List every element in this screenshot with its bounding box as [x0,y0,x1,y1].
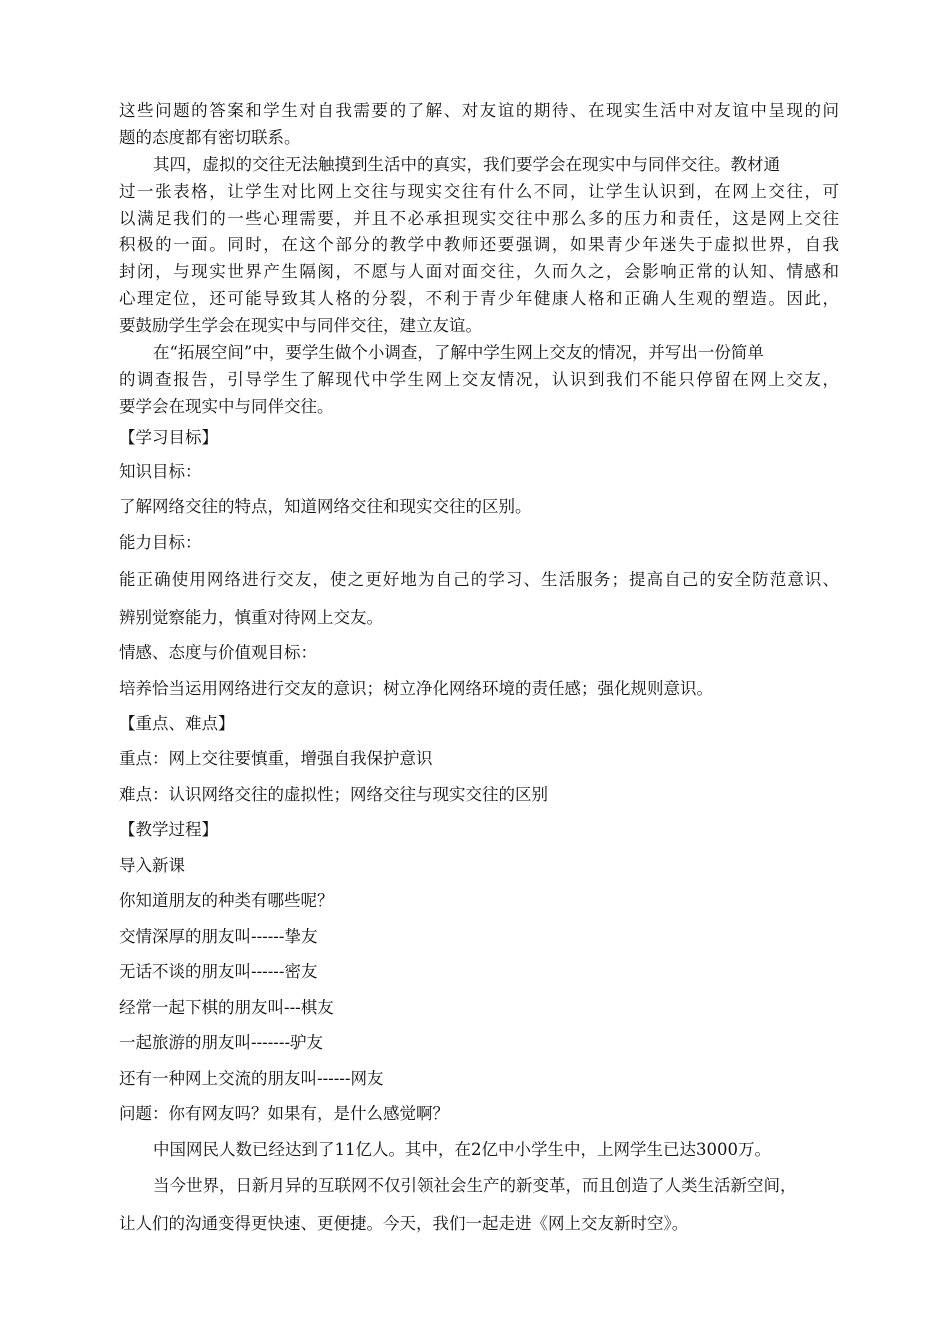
ability-goal-text: 辨别觉察能力，慎重对待网上交友。 [119,608,383,627]
closing-paragraph-line: 当今世界，日新月异的互联网不仅引领社会生产的新变革，而且创造了人类生活新空间， [153,1176,797,1195]
friend-type-item: 一起旅游的朋友叫-------驴友 [119,1033,324,1052]
emotion-goal-label: 情感、态度与价值观目标： [119,643,317,662]
closing-paragraph-line: 让人们的沟通变得更快速、更便捷。今天，我们一起走进《网上交友新时空》。 [119,1214,689,1233]
statistics-text: 中国网民人数已经达到了11亿人。其中，在2亿中小学生中，上网学生已达3000万。 [153,1140,771,1159]
difficult-point-text: 难点：认识网络交往的虚拟性；网络交往与现实交往的区别 [119,785,548,804]
paragraph-line: 封闭，与现实世界产生隔阂，不愿与人面对面交往，久而久之，会影响正常的认知、情感和 [119,262,839,281]
paragraph-line: 这些问题的答案和学生对自我需要的了解、对友谊的期待、在现实生活中对友谊中呈现的问 [119,101,839,120]
knowledge-goal-text: 了解网络交往的特点，知道网络交往和现实交往的区别。 [119,497,532,516]
discussion-question: 问题：你有网友吗？如果有，是什么感觉啊？ [119,1104,449,1123]
key-point-text: 重点：网上交往要慎重，增强自我保护意识 [119,749,433,768]
friend-type-item: 还有一种网上交流的朋友叫------网友 [119,1069,384,1088]
friend-type-item: 交情深厚的朋友叫------挚友 [119,927,318,946]
paragraph-line: 其四，虚拟的交往无法触摸到生活中的真实，我们要学会在现实中与同伴交往。教材通 [153,155,780,174]
paragraph-line: 心理定位，还可能导致其人格的分裂，不利于青少年健康人格和正确人生观的塑造。因此， [119,289,839,308]
emotion-goal-text: 培养恰当运用网络进行交友的意识；树立净化网络环境的责任感；强化规则意识。 [119,679,713,698]
knowledge-goal-label: 知识目标： [119,462,202,481]
ability-goal-text: 能正确使用网络进行交友，使之更好地为自己的学习、生活服务；提高自己的安全防范意识、 [119,570,839,589]
paragraph-line: 要学会在现实中与同伴交往。 [119,397,334,416]
section-heading-goals: 【学习目标】 [119,428,218,447]
friend-types-question: 你知道朋友的种类有哪些呢？ [119,891,334,910]
paragraph-line: 过一张表格，让学生对比网上交往与现实交往有什么不同，让学生认识到，在网上交往，可 [119,182,839,201]
ability-goal-label: 能力目标： [119,533,202,552]
paragraph-line: 题的态度都有密切联系。 [119,128,301,147]
paragraph-line: 积极的一面。同时，在这个部分的教学中教师还要强调，如果青少年迷失于虚拟世界，自我 [119,235,839,254]
paragraph-line: 要鼓励学生学会在现实中与同伴交往，建立友谊。 [119,316,482,335]
paragraph-line: 在“拓展空间”中，要学生做个小调查，了解中学生网上交友的情况，并写出一份简单 [153,343,764,362]
paragraph-line: 以满足我们的一些心理需要，并且不必承担现实交往中那么多的压力和责任，这是网上交往 [119,209,839,228]
section-heading-keypoints: 【重点、难点】 [119,714,235,733]
friend-type-item: 经常一起下棋的朋友叫---棋友 [119,998,334,1017]
friend-type-item: 无话不谈的朋友叫------密友 [119,962,318,981]
section-heading-process: 【教学过程】 [119,820,218,839]
paragraph-line: 的调查报告，引导学生了解现代中学生网上交友情况，认识到我们不能只停留在网上交友， [119,370,839,389]
intro-label: 导入新课 [119,856,185,875]
